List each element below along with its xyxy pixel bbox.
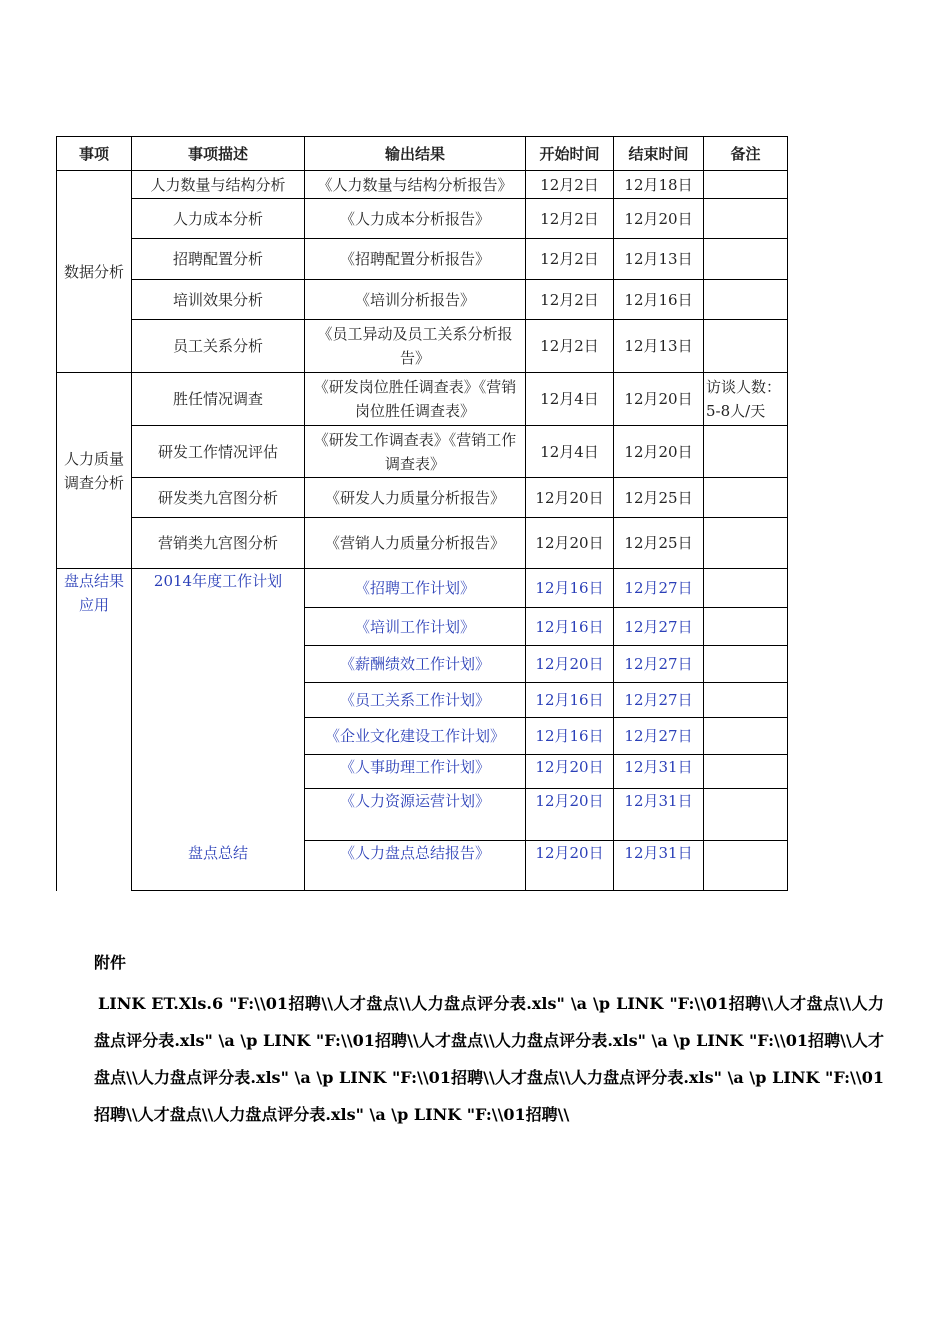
- output-cell: 《企业文化建设工作计划》: [305, 718, 526, 755]
- end-cell: 12月13日: [614, 239, 704, 280]
- description-cell: 招聘配置分析: [132, 239, 305, 280]
- output-cell: 《员工异动及员工关系分析报告》: [305, 320, 526, 373]
- note-cell: [704, 683, 788, 718]
- start-cell: 12月2日: [526, 280, 614, 320]
- category-cell: 人力质量调查分析: [57, 373, 132, 569]
- table-row: [57, 569, 788, 608]
- note-cell: [704, 755, 788, 789]
- end-cell: 12月25日: [614, 478, 704, 518]
- output-cell: 《招聘配置分析报告》: [305, 239, 526, 280]
- start-cell: 12月20日: [526, 755, 614, 789]
- note-cell: [704, 280, 788, 320]
- start-cell: 12月16日: [526, 718, 614, 755]
- output-cell: 《薪酬绩效工作计划》: [305, 646, 526, 683]
- start-cell: 12月20日: [526, 789, 614, 841]
- output-cell: 《人力盘点总结报告》: [305, 841, 526, 891]
- output-cell: 《人事助理工作计划》: [305, 755, 526, 789]
- start-cell: 12月16日: [526, 569, 614, 608]
- table-header-row: [57, 137, 788, 171]
- start-cell: 12月20日: [526, 841, 614, 891]
- output-cell: 《研发岗位胜任调查表》《营销岗位胜任调查表》: [305, 373, 526, 426]
- output-cell: 《培训工作计划》: [305, 608, 526, 646]
- note-cell: [704, 239, 788, 280]
- appendix-link-text: LINK ET.Xls.6 "F:\\01招聘\\人才盘点\\人力盘点评分表.xls" \a \p LINK "F:\\01招聘\\人才盘点\\人力盘点评分表.xls" \a \p LINK "F:\\01招聘\\人才盘点\\人力盘点评分表.xls" \a \p LINK "F:\\01招聘\\人才盘点\\人力盘点评分表.xls" \a \p LINK "F:\\01招聘\\人才盘点\\人力盘点评分表.xls" \a \p LINK "F:\\01招聘\\人才盘点\\人力盘点评分表.xls" \a \p LINK "F:\\01招聘\\: [94, 994, 884, 1124]
- header-description: 事项描述: [132, 137, 305, 171]
- note-cell: [704, 608, 788, 646]
- output-cell: 《研发人力质量分析报告》: [305, 478, 526, 518]
- end-cell: 12月20日: [614, 199, 704, 239]
- table-row: [57, 171, 788, 199]
- start-cell: 12月20日: [526, 478, 614, 518]
- end-cell: 12月20日: [614, 373, 704, 426]
- start-cell: 12月2日: [526, 199, 614, 239]
- note-cell: 访谈人数：5-8人/天: [704, 373, 788, 426]
- start-cell: 12月16日: [526, 683, 614, 718]
- note-cell: [704, 518, 788, 569]
- end-cell: 12月27日: [614, 718, 704, 755]
- end-cell: 12月18日: [614, 171, 704, 199]
- description-cell: 盘点总结: [132, 841, 305, 891]
- category-cell: 盘点结果应用: [57, 569, 132, 891]
- end-cell: 12月31日: [614, 841, 704, 891]
- start-cell: 12月20日: [526, 646, 614, 683]
- appendix-section: [94, 950, 884, 1133]
- output-cell: 《员工关系工作计划》: [305, 683, 526, 718]
- note-cell: [704, 789, 788, 841]
- description-cell: 人力数量与结构分析: [132, 171, 305, 199]
- description-cell: 培训效果分析: [132, 280, 305, 320]
- end-cell: 12月31日: [614, 755, 704, 789]
- table-row: [57, 320, 788, 373]
- note-cell: [704, 569, 788, 608]
- note-cell: [704, 841, 788, 891]
- end-cell: 12月31日: [614, 789, 704, 841]
- output-cell: 《人力数量与结构分析报告》: [305, 171, 526, 199]
- note-cell: [704, 320, 788, 373]
- note-cell: [704, 718, 788, 755]
- table-row: [57, 426, 788, 478]
- header-note: 备注: [704, 137, 788, 171]
- note-cell: [704, 478, 788, 518]
- description-cell: 研发类九宫图分析: [132, 478, 305, 518]
- table-row: [57, 280, 788, 320]
- description-cell: 员工关系分析: [132, 320, 305, 373]
- table-row: [57, 239, 788, 280]
- start-cell: 12月2日: [526, 320, 614, 373]
- header-item: 事项: [57, 137, 132, 171]
- table-row: [57, 199, 788, 239]
- category-cell: 数据分析: [57, 171, 132, 373]
- start-cell: 12月4日: [526, 373, 614, 426]
- end-cell: 12月25日: [614, 518, 704, 569]
- table-row: [57, 373, 788, 426]
- start-cell: 12月4日: [526, 426, 614, 478]
- table-row: [57, 841, 788, 891]
- description-cell: 人力成本分析: [132, 199, 305, 239]
- note-cell: [704, 199, 788, 239]
- start-cell: 12月16日: [526, 608, 614, 646]
- header-output: 输出结果: [305, 137, 526, 171]
- work-plan-table: [56, 136, 788, 891]
- appendix-title: 附件: [94, 953, 127, 972]
- description-cell: 营销类九宫图分析: [132, 518, 305, 569]
- end-cell: 12月27日: [614, 646, 704, 683]
- output-cell: 《培训分析报告》: [305, 280, 526, 320]
- output-cell: 《营销人力质量分析报告》: [305, 518, 526, 569]
- end-cell: 12月13日: [614, 320, 704, 373]
- description-cell: 2014年度工作计划: [132, 569, 305, 841]
- end-cell: 12月27日: [614, 683, 704, 718]
- output-cell: 《招聘工作计划》: [305, 569, 526, 608]
- end-cell: 12月20日: [614, 426, 704, 478]
- description-cell: 胜任情况调查: [132, 373, 305, 426]
- output-cell: 《人力资源运营计划》: [305, 789, 526, 841]
- end-cell: 12月27日: [614, 608, 704, 646]
- end-cell: 12月27日: [614, 569, 704, 608]
- table-row: [57, 478, 788, 518]
- start-cell: 12月20日: [526, 518, 614, 569]
- start-cell: 12月2日: [526, 239, 614, 280]
- note-cell: [704, 426, 788, 478]
- description-cell: 研发工作情况评估: [132, 426, 305, 478]
- end-cell: 12月16日: [614, 280, 704, 320]
- start-cell: 12月2日: [526, 171, 614, 199]
- header-end-time: 结束时间: [614, 137, 704, 171]
- output-cell: 《研发工作调查表》《营销工作调查表》: [305, 426, 526, 478]
- note-cell: [704, 646, 788, 683]
- note-cell: [704, 171, 788, 199]
- output-cell: 《人力成本分析报告》: [305, 199, 526, 239]
- table-row: [57, 518, 788, 569]
- header-start-time: 开始时间: [526, 137, 614, 171]
